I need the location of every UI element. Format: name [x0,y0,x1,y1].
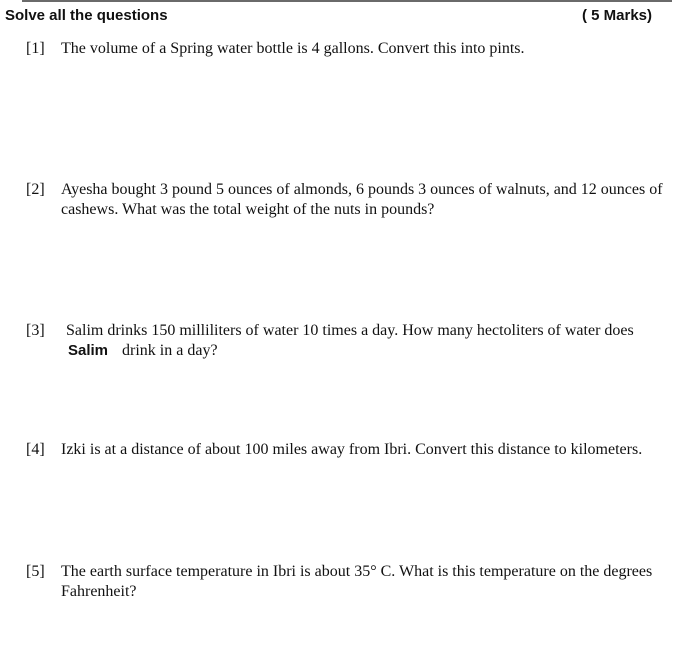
question-2 [26,180,666,220]
question-text: Salim drinks 150 milliliters of water 10 times a day. How many hectoliters of water does [66,322,634,339]
question-1 [26,39,666,59]
question-number: [5] [26,563,45,580]
question-number: [2] [26,181,45,198]
name-label: Salim [68,342,109,359]
question-5 [26,562,666,602]
top-rule [22,0,672,2]
question-4 [26,440,666,460]
question-text: Ayesha bought 3 pound 5 ounces of almonds, 6 pounds 3 ounces of walnuts, and 12 ounces of cashews. What was the total weight of the nuts in pounds? [61,181,663,218]
question-number: [4] [26,441,45,458]
question-text-end: drink in a day? [122,342,218,359]
page-title: Solve all the questions [5,7,168,24]
marks-label: ( 5 Marks) [581,7,652,24]
question-text-line2 [68,341,666,361]
question-number: [1] [26,40,45,57]
question-text: The earth surface temperature in Ibri is about 35° C. What is this temperature on the degrees Fahrenheit? [61,563,653,600]
question-text: Izki is at a distance of about 100 miles away from Ibri. Convert this distance to kilometers. [61,441,643,458]
question-number: [3] [26,322,45,339]
question-3 [26,321,666,361]
question-text: The volume of a Spring water bottle is 4 gallons. Convert this into pints. [61,40,525,57]
